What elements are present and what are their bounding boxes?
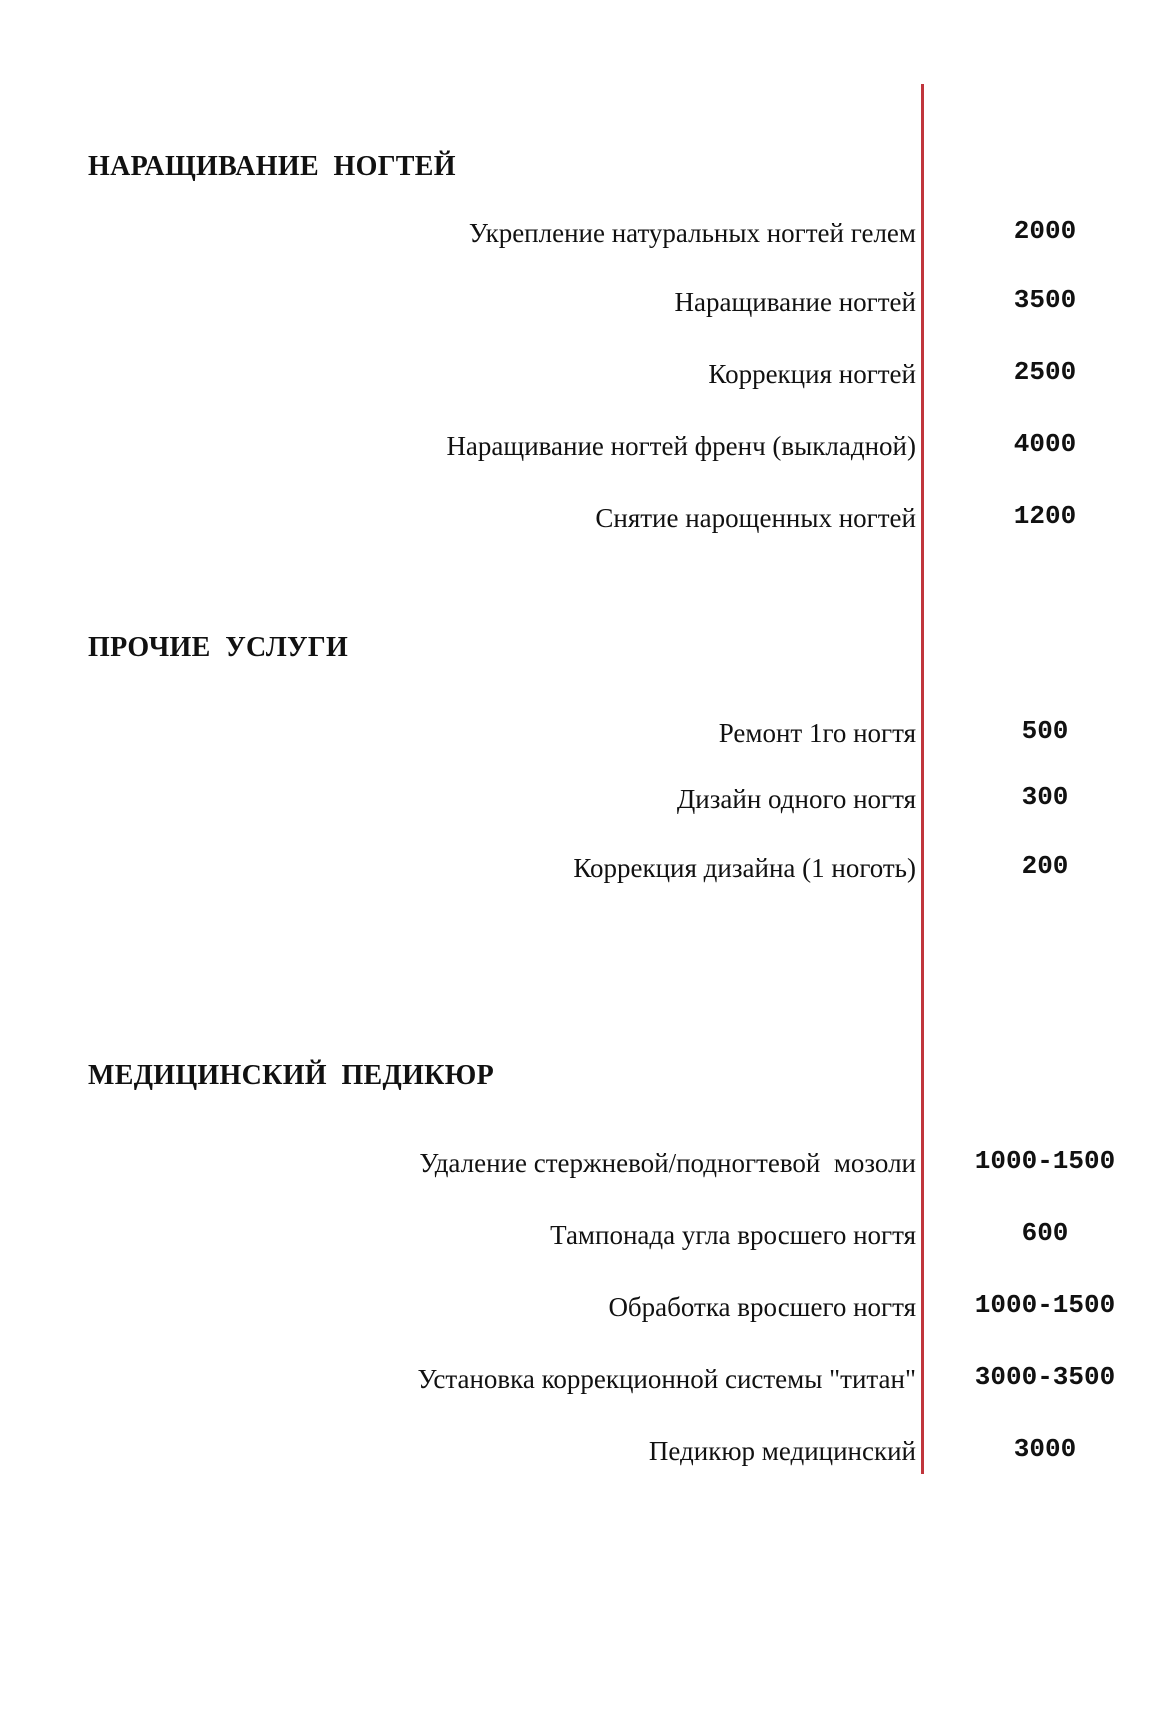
price-row <box>0 216 1154 260</box>
service-price: 3000 <box>1013 1434 1077 1464</box>
service-name: Установка коррекционной системы "титан" <box>417 1364 916 1394</box>
service-price: 2500 <box>1013 357 1077 387</box>
service-price: 1000-1500 <box>974 1146 1116 1176</box>
price-row <box>0 357 1154 401</box>
service-name: Тампонада угла вросшего ногтя <box>550 1220 916 1250</box>
service-name: Дизайн одного ногтя <box>676 784 916 814</box>
service-name: Укрепление натуральных ногтей гелем <box>468 218 916 248</box>
service-price: 2000 <box>1013 216 1077 246</box>
service-price: 3500 <box>1013 285 1077 315</box>
section-title-other-services: ПРОЧИЕ УСЛУГИ <box>88 632 349 663</box>
service-price: 1000-1500 <box>974 1290 1116 1320</box>
service-price: 200 <box>1021 851 1069 881</box>
service-price: 3000-3500 <box>974 1362 1116 1392</box>
price-row <box>0 851 1154 895</box>
price-row <box>0 1146 1154 1190</box>
service-price: 1200 <box>1013 501 1077 531</box>
service-name: Обработка вросшего ногтя <box>608 1292 916 1322</box>
service-name: Наращивание ногтей френч (выкладной) <box>446 431 916 461</box>
price-row <box>0 782 1154 826</box>
service-name: Удаление стержневой/подногтевой мозоли <box>419 1148 916 1178</box>
price-row <box>0 1218 1154 1262</box>
service-name: Снятие нарощенных ногтей <box>595 503 916 533</box>
service-name: Коррекция дизайна (1 ноготь) <box>573 853 916 883</box>
price-row <box>0 1434 1154 1478</box>
price-row <box>0 285 1154 329</box>
price-row <box>0 716 1154 760</box>
service-name: Педикюр медицинский <box>648 1436 916 1466</box>
service-price: 600 <box>1021 1218 1069 1248</box>
service-name: Наращивание ногтей <box>674 287 916 317</box>
service-name: Ремонт 1го ногтя <box>718 718 916 748</box>
price-row <box>0 1290 1154 1334</box>
service-price: 500 <box>1021 716 1069 746</box>
price-row <box>0 1362 1154 1406</box>
section-title-medical-pedicure: МЕДИЦИНСКИЙ ПЕДИКЮР <box>88 1060 494 1091</box>
service-price: 300 <box>1021 782 1069 812</box>
service-price: 4000 <box>1013 429 1077 459</box>
service-name: Коррекция ногтей <box>708 359 916 389</box>
section-title-nail-extension: НАРАЩИВАНИЕ НОГТЕЙ <box>88 151 456 182</box>
price-row <box>0 429 1154 473</box>
price-row <box>0 501 1154 545</box>
